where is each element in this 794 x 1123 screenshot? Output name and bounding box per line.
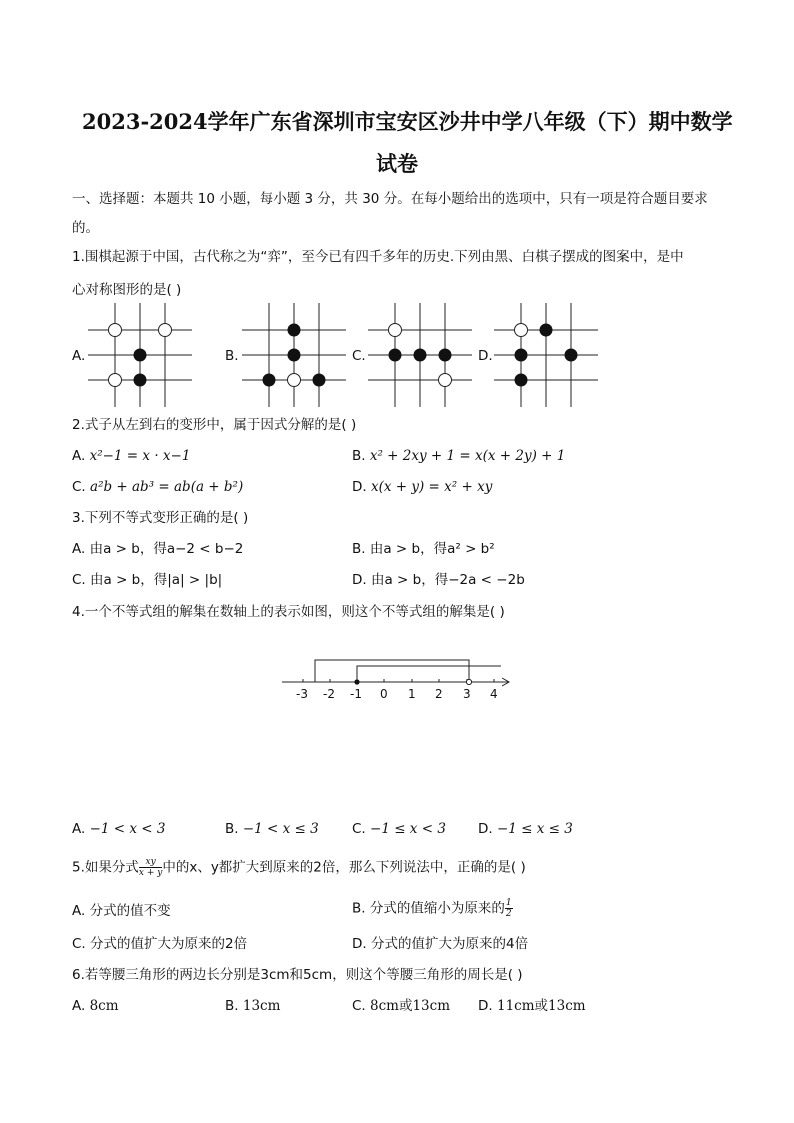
white-stone xyxy=(109,374,122,387)
q3-option-b xyxy=(352,540,495,558)
option-label: B. xyxy=(225,821,239,837)
q1-option-c-label: C. xyxy=(352,348,366,364)
q3-option-a xyxy=(72,540,243,558)
q1-figure-c xyxy=(368,303,472,407)
q4-option-b xyxy=(225,820,319,838)
option-label: D. xyxy=(478,998,493,1014)
q1-figure-b xyxy=(242,303,346,407)
white-stone xyxy=(515,324,528,337)
tick-label: -3 xyxy=(296,687,308,701)
black-stone xyxy=(134,374,147,387)
white-stone xyxy=(389,324,402,337)
option-label: D. xyxy=(352,936,367,952)
option-text: a²b + ab³ = ab(a + b²) xyxy=(90,479,244,495)
black-stone xyxy=(389,349,402,362)
q2-option-b xyxy=(352,447,565,465)
option-label: C. xyxy=(72,572,86,588)
solid-point-neg1 xyxy=(354,679,359,684)
option-label: C. xyxy=(352,821,366,837)
q5-option-c xyxy=(72,935,247,953)
option-label: C. xyxy=(72,479,86,495)
black-stone xyxy=(313,374,326,387)
option-text: 由a > b，得|a| > |b| xyxy=(90,572,223,588)
option-text: 8cm或13cm xyxy=(370,998,451,1014)
black-stone xyxy=(515,374,528,387)
option-label: A. xyxy=(72,998,86,1014)
q1-stem-line2: 心对称图形的是( ) xyxy=(72,282,182,298)
tick-label: 2 xyxy=(435,687,443,701)
option-label: D. xyxy=(352,479,367,495)
black-stone xyxy=(515,349,528,362)
page-title-line2: 试卷 xyxy=(376,151,418,176)
q4-number-line xyxy=(278,650,518,702)
option-text: 由a > b，得−2a < −2b xyxy=(370,572,525,588)
black-stone xyxy=(288,349,301,362)
open-point-3 xyxy=(466,679,471,684)
q6-option-b xyxy=(225,997,280,1015)
option-text: 11cm或13cm xyxy=(496,998,586,1014)
option-text: −1 < x ≤ 3 xyxy=(242,821,319,837)
tick-label: -1 xyxy=(350,687,362,701)
q5-stem-before: 5.如果分式 xyxy=(72,859,139,876)
q1-option-d-label: D. xyxy=(478,348,493,364)
q2-option-a xyxy=(72,447,190,465)
q1-option-b-label: B. xyxy=(225,348,239,364)
black-stone xyxy=(414,349,427,362)
q1-option-a-label: A. xyxy=(72,348,86,364)
option-text: −1 ≤ x ≤ 3 xyxy=(496,821,573,837)
q5-option-b xyxy=(352,898,513,919)
q3-stem: 3.下列不等式变形正确的是( ) xyxy=(72,510,249,526)
tick-label: 3 xyxy=(463,687,471,701)
option-label: D. xyxy=(352,572,367,588)
q4-stem: 4.一个不等式组的解集在数轴上的表示如图，则这个不等式组的解集是( ) xyxy=(72,604,505,620)
option-text: x²−1 = x · x−1 xyxy=(89,448,191,464)
option-text: 分式的值扩大为原来的4倍 xyxy=(370,936,529,952)
option-text: x² + 2xy + 1 = x(x + 2y) + 1 xyxy=(369,448,566,464)
option-text: 分式的值不变 xyxy=(89,903,171,919)
q3-option-d xyxy=(352,571,525,589)
option-text: 分式的值缩小为原来的 xyxy=(369,900,505,917)
option-label: B. xyxy=(352,541,366,557)
q3-option-c xyxy=(72,571,222,589)
tick-label: -2 xyxy=(323,687,335,701)
q1-stem-line1: 1.围棋起源于中国，古代称之为“弈”，至今已有四千多年的历史.下列由黑、白棋子摆成的图案中，是中 xyxy=(72,249,684,265)
q6-option-c xyxy=(352,997,450,1015)
white-stone xyxy=(109,324,122,337)
black-stone xyxy=(288,324,301,337)
q5-option-d xyxy=(352,935,528,953)
option-label: D. xyxy=(478,821,493,837)
q1-figure-d xyxy=(494,303,598,407)
black-stone xyxy=(540,324,553,337)
q2-option-d xyxy=(352,478,492,496)
fraction-numerator: xy xyxy=(139,857,162,868)
black-stone xyxy=(565,349,578,362)
q4-option-a xyxy=(72,820,166,838)
q5-stem xyxy=(72,857,526,878)
tick-label: 4 xyxy=(490,687,498,701)
bracket-greater-equal-neg1 xyxy=(357,666,501,682)
q5-stem-after: 中的x、y都扩大到原来的2倍，那么下列说法中，正确的是( ) xyxy=(162,859,526,876)
section-instructions-line1: 一、选择题：本题共 10 小题，每小题 3 分，共 30 分。在每小题给出的选项中，只有一项是符合题目要求 xyxy=(72,191,708,207)
q4-option-d xyxy=(478,820,573,838)
option-text: 13cm xyxy=(242,998,281,1014)
option-label: A. xyxy=(72,448,86,464)
fraction-one-half xyxy=(505,898,513,919)
option-text: −1 ≤ x < 3 xyxy=(370,821,446,837)
black-stone xyxy=(134,349,147,362)
option-label: A. xyxy=(72,541,86,557)
option-label: A. xyxy=(72,903,86,919)
option-label: C. xyxy=(72,936,86,952)
option-text: 分式的值扩大为原来的2倍 xyxy=(90,936,248,952)
q2-option-c xyxy=(72,478,243,496)
option-text: x(x + y) = x² + xy xyxy=(370,479,493,495)
q6-option-d xyxy=(478,997,586,1015)
fraction-denominator: x + y xyxy=(138,868,163,878)
option-text: −1 < x < 3 xyxy=(89,821,166,837)
q6-option-a xyxy=(72,997,119,1015)
fraction-denominator: 2 xyxy=(505,909,512,919)
tick-label: 0 xyxy=(380,687,388,701)
option-label: B. xyxy=(352,900,366,917)
option-label: A. xyxy=(72,821,86,837)
option-label: B. xyxy=(225,998,239,1014)
page-title-line1: 2023-2024学年广东省深圳市宝安区沙井中学八年级（下）期中数学 xyxy=(82,109,733,134)
q5-option-a xyxy=(72,902,171,920)
tick-label: 1 xyxy=(408,687,416,701)
white-stone xyxy=(159,324,172,337)
white-stone xyxy=(439,374,452,387)
option-text: 由a > b，得a² > b² xyxy=(369,541,495,557)
option-label: C. xyxy=(352,998,366,1014)
white-stone xyxy=(288,374,301,387)
black-stone xyxy=(439,349,452,362)
bracket-less-than-3 xyxy=(315,660,469,682)
q1-figure-a xyxy=(88,303,192,407)
option-text: 由a > b，得a−2 < b−2 xyxy=(89,541,244,557)
option-label: B. xyxy=(352,448,366,464)
fraction-numerator: 1 xyxy=(505,898,512,908)
fraction-xy-over-x-plus-y xyxy=(139,857,162,878)
black-stone xyxy=(263,374,276,387)
section-instructions-line2: 的。 xyxy=(72,220,99,236)
option-text: 8cm xyxy=(89,998,119,1014)
q6-stem: 6.若等腰三角形的两边长分别是3cm和5cm，则这个等腰三角形的周长是( ) xyxy=(72,967,523,983)
q2-stem: 2.式子从左到右的变形中，属于因式分解的是( ) xyxy=(72,417,357,433)
q4-option-c xyxy=(352,820,446,838)
